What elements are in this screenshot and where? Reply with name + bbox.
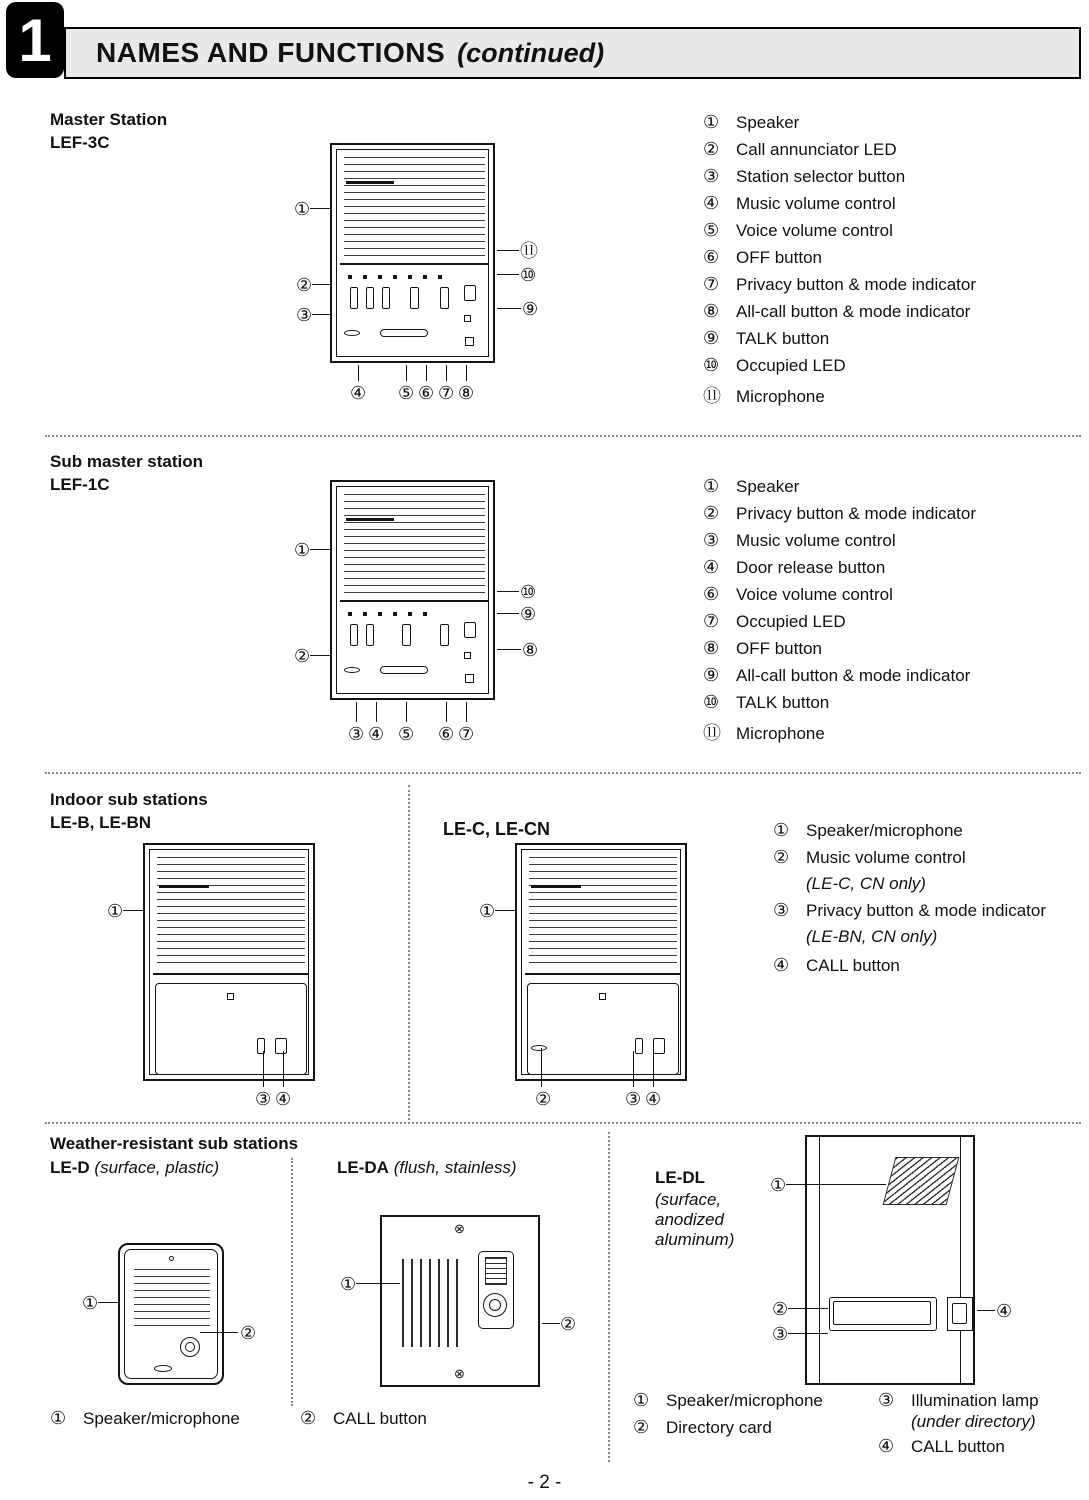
column-divider (408, 785, 410, 1120)
talk-button-shape (464, 285, 476, 301)
callout-6: ⑥ (438, 724, 455, 744)
callout-leader-line (356, 1283, 400, 1284)
indoor-heading-line1: Indoor sub stations (50, 790, 208, 809)
list-item: ⑨ TALK button (703, 328, 830, 348)
callout-leader-line (312, 314, 330, 315)
callout-1: ① (107, 901, 124, 921)
caption-item-note: (under directory) (911, 1412, 1036, 1431)
speaker-grille (134, 1269, 210, 1331)
page-number: - 2 - (527, 1472, 562, 1493)
callout-leader-line (406, 702, 407, 722)
list-item: ⑧ OFF button (703, 638, 822, 658)
callout-leader-line (310, 208, 330, 209)
all-call-bar-shape (380, 329, 428, 337)
occupied-led-shape (464, 315, 471, 322)
submaster-station-diagram (290, 475, 550, 757)
mounting-hole (169, 1256, 174, 1261)
callout-1: ① (294, 540, 311, 560)
off-button-shape (344, 667, 360, 673)
master-parts-list (703, 112, 976, 409)
door-release-button-shape (402, 624, 411, 646)
list-item: ⑤ Voice volume control (703, 220, 893, 240)
callout-8: ⑧ (522, 640, 539, 660)
callout-leader-line (358, 365, 359, 381)
weather-heading: Weather-resistant sub stations (50, 1134, 299, 1153)
caption-item: ② Directory card (633, 1417, 772, 1437)
list-item: ⑥ Voice volume control (703, 584, 893, 604)
model-label-bar (531, 885, 581, 888)
callout-4: ④ (645, 1089, 662, 1109)
ledl-variant-line1: (surface, (655, 1190, 722, 1209)
name-plate (485, 1257, 507, 1285)
callout-leader-line (200, 1332, 238, 1333)
caption-item: ④ CALL button (878, 1436, 1005, 1456)
speaker-grille (344, 494, 485, 594)
speaker-grille (344, 157, 485, 257)
master-heading-line2: LEF-3C (50, 133, 110, 152)
callout-11: ⑪ (520, 241, 538, 261)
callout-leader-line (633, 1051, 634, 1087)
submaster-parts-list (703, 476, 976, 746)
station-selector-button-shape (382, 287, 390, 309)
call-button-shape (275, 1038, 287, 1054)
submaster-heading (50, 450, 203, 496)
callout-leader-line (786, 1184, 886, 1185)
leda-model-variant: (flush, stainless) (393, 1158, 517, 1177)
section-divider (45, 435, 1081, 437)
indicator-shape (227, 993, 234, 1000)
callout-1: ① (340, 1274, 357, 1294)
callout-leader-line (446, 365, 447, 381)
led-caption (50, 1408, 240, 1435)
column-divider (608, 1132, 610, 1462)
station-selector-button-shape (350, 287, 358, 309)
list-item: ⑩ TALK button (703, 692, 830, 712)
call-button-shape (653, 1038, 665, 1054)
callout-leader-line (466, 702, 467, 722)
callout-3: ③ (625, 1089, 642, 1109)
list-item: ② Privacy button & mode indicator (703, 503, 977, 523)
ledl-station-diagram (768, 1128, 1026, 1390)
occupied-led-shape (464, 652, 471, 659)
callout-6: ⑥ (418, 383, 435, 403)
callout-leader-line (495, 910, 515, 911)
caption-item: ③ Illumination lamp (878, 1390, 1039, 1410)
screw-icon: ⊗ (454, 1221, 465, 1236)
callout-leader-line (312, 284, 330, 285)
master-heading-line1: Master Station (50, 110, 168, 129)
indicator-led-row (348, 612, 428, 616)
indoor-heading-line2: LE-B, LE-BN (50, 813, 152, 832)
volume-control-shape (366, 624, 374, 646)
callout-4: ④ (368, 724, 385, 744)
model-label-bar (346, 181, 394, 184)
indicator-shape (599, 993, 606, 1000)
page-title-bar (64, 27, 1081, 79)
callout-leader-line (497, 649, 521, 650)
ledl-model-name: LE-DL (655, 1168, 706, 1187)
leb-station-diagram (103, 838, 343, 1108)
list-item: ④ Music volume control (703, 193, 896, 213)
callout-1: ① (82, 1293, 99, 1313)
led-model-heading (50, 1158, 219, 1178)
ledl-caption-left (633, 1390, 823, 1444)
indoor-heading (50, 788, 208, 834)
list-item-note: (LE-C, CN only) (806, 874, 926, 893)
mounting-slot (154, 1365, 172, 1372)
panel-divider-line (340, 263, 489, 265)
panel-divider-line (525, 973, 681, 975)
ledl-variant-line2: anodized (655, 1210, 725, 1229)
submaster-heading-line2: LEF-1C (50, 475, 110, 494)
callout-1: ① (294, 199, 311, 219)
callout-2: ② (296, 275, 313, 295)
section-divider (45, 1122, 1081, 1124)
lec-station-illustration (515, 843, 687, 1081)
callout-leader-line (497, 308, 521, 309)
caption-item: ① Speaker/microphone (633, 1390, 823, 1410)
callout-1: ① (770, 1175, 787, 1195)
master-heading (50, 108, 167, 154)
led-station-illustration (118, 1243, 224, 1385)
callout-5: ⑤ (398, 724, 415, 744)
callout-3: ③ (255, 1089, 272, 1109)
list-item: ④ CALL button (773, 955, 900, 975)
callout-leader-line (977, 1310, 995, 1311)
callout-3: ③ (348, 724, 365, 744)
list-item: ⑦ Occupied LED (703, 611, 846, 631)
music-volume-control-shape (531, 1045, 547, 1051)
directory-card-inner (833, 1301, 931, 1325)
callout-leader-line (542, 1323, 560, 1324)
submaster-station-illustration (330, 480, 495, 700)
led-station-diagram (78, 1238, 268, 1396)
speaker-grille (402, 1259, 460, 1347)
model-label-bar (159, 885, 209, 888)
callout-leader-line (356, 702, 357, 722)
off-button-shape (344, 330, 360, 336)
callout-4: ④ (275, 1089, 292, 1109)
caption-item: ② CALL button (300, 1408, 427, 1428)
microphone-shape (465, 674, 474, 683)
call-button-shape (952, 1303, 967, 1324)
callout-leader-line (466, 365, 467, 381)
callout-2: ② (535, 1089, 552, 1109)
callout-leader-line (263, 1051, 264, 1087)
list-item-note: (LE-BN, CN only) (806, 927, 938, 946)
leb-station-illustration (143, 843, 315, 1081)
callout-leader-line (788, 1333, 828, 1334)
page-title: NAMES AND FUNCTIONS (96, 37, 446, 68)
callout-leader-line (788, 1308, 828, 1309)
callout-5: ⑤ (398, 383, 415, 403)
callout-7: ⑦ (438, 383, 455, 403)
talk-button-shape (464, 622, 476, 638)
ledl-variant-line3: aluminum) (655, 1230, 735, 1249)
callout-8: ⑧ (458, 383, 475, 403)
list-item: ⑩ Occupied LED (703, 355, 846, 375)
callout-leader-line (653, 1051, 654, 1087)
page-title-suffix: (continued) (457, 37, 605, 68)
column-divider (291, 1158, 293, 1406)
caption-item: ① Speaker/microphone (50, 1408, 240, 1428)
panel-edge-line (960, 1137, 961, 1383)
callout-7: ⑦ (458, 724, 475, 744)
callout-2: ② (294, 646, 311, 666)
call-button-center (185, 1342, 195, 1352)
callout-4: ④ (350, 383, 367, 403)
callout-leader-line (497, 591, 519, 592)
list-item: ② Music volume control (773, 847, 966, 867)
section-divider (45, 772, 1081, 774)
all-call-bar-shape (380, 666, 428, 674)
list-item: ① Speaker/microphone (773, 820, 963, 840)
model-label-bar (346, 518, 394, 521)
list-item: ③ Station selector button (703, 166, 906, 186)
list-item: ③ Music volume control (703, 530, 896, 550)
volume-control-shape (440, 287, 449, 309)
list-item: ② Call annunciator LED (703, 139, 897, 159)
panel-edge-line (819, 1137, 820, 1383)
callout-2: ② (560, 1314, 577, 1334)
led-model-name: LE-D (50, 1158, 90, 1177)
callout-10: ⑩ (520, 265, 537, 285)
privacy-button-shape (350, 624, 358, 646)
led-model-variant: (surface, plastic) (94, 1158, 220, 1177)
chapter-number: 1 (18, 6, 52, 74)
lec-station-diagram (475, 838, 715, 1108)
callout-leader-line (310, 549, 330, 550)
speaker-grille (529, 857, 677, 967)
chapter-number-badge (6, 2, 64, 78)
list-item: ⑦ Privacy button & mode indicator (703, 274, 977, 294)
callout-leader-line (541, 1048, 542, 1087)
master-station-diagram (290, 138, 550, 416)
callout-1: ① (479, 901, 496, 921)
screw-icon: ⊗ (454, 1366, 465, 1381)
leda-station-illustration (380, 1215, 540, 1387)
list-item: ① Speaker (703, 476, 800, 496)
microphone-shape (465, 337, 474, 346)
list-item: ⑧ All-call button & mode indicator (703, 301, 971, 321)
callout-leader-line (123, 910, 143, 911)
list-item: ⑨ All-call button & mode indicator (703, 665, 971, 685)
leda-caption (300, 1408, 427, 1435)
ledl-station-illustration (805, 1135, 975, 1385)
callout-2: ② (772, 1299, 789, 1319)
lec-model-heading: LE-C, LE-CN (443, 819, 550, 839)
speaker-grille (883, 1157, 960, 1205)
ledl-caption-right (878, 1390, 1039, 1463)
callout-leader-line (426, 365, 427, 381)
callout-leader-line (376, 702, 377, 722)
callout-leader-line (98, 1302, 118, 1303)
callout-leader-line (310, 655, 330, 656)
leda-model-name: LE-DA (337, 1158, 389, 1177)
callout-3: ③ (772, 1324, 789, 1344)
list-item: ① Speaker (703, 112, 800, 132)
volume-control-shape (440, 624, 449, 646)
callout-leader-line (446, 702, 447, 722)
callout-leader-line (406, 365, 407, 381)
submaster-heading-line1: Sub master station (50, 452, 204, 471)
callout-9: ⑨ (522, 299, 539, 319)
list-item: ④ Door release button (703, 557, 886, 577)
ledl-model-heading (655, 1168, 734, 1250)
list-item: ⑪ Microphone (703, 386, 825, 406)
callout-3: ③ (296, 305, 313, 325)
station-selector-button-shape (366, 287, 374, 309)
callout-leader-line (283, 1051, 284, 1087)
leda-station-diagram (338, 1205, 586, 1397)
master-station-illustration (330, 143, 495, 363)
callout-9: ⑨ (520, 604, 537, 624)
callout-leader-line (497, 250, 519, 251)
list-item: ⑪ Microphone (703, 723, 825, 743)
leda-model-heading (337, 1158, 517, 1178)
speaker-grille (157, 857, 305, 967)
volume-control-shape (410, 287, 419, 309)
callout-2: ② (240, 1323, 257, 1343)
privacy-button-shape (635, 1038, 643, 1054)
callout-leader-line (497, 274, 519, 275)
annunciator-led-row (348, 275, 448, 279)
callout-4: ④ (996, 1301, 1013, 1321)
callout-leader-line (497, 613, 519, 614)
panel-divider-line (153, 973, 309, 975)
call-button-center (489, 1299, 501, 1311)
list-item: ⑥ OFF button (703, 247, 822, 267)
callout-10: ⑩ (520, 582, 537, 602)
panel-divider-line (340, 600, 489, 602)
list-item: ③ Privacy button & mode indicator (773, 900, 1047, 920)
indoor-parts-list (773, 820, 1046, 982)
